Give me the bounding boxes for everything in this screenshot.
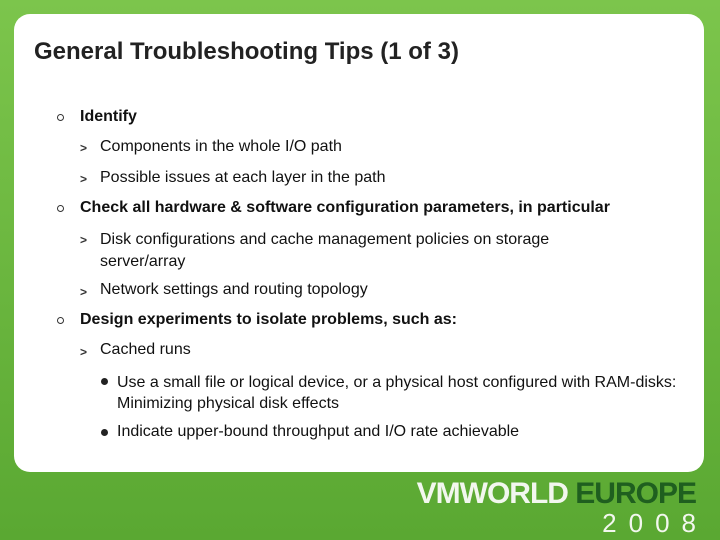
logo-vmworld-text: VMWORLD [416, 477, 568, 510]
sub-bullet-cached-runs: Cached runs [100, 341, 191, 358]
bullet-check-config: Check all hardware & software configuration parameters, in particular [80, 199, 610, 216]
arrow-bullet-icon: > [80, 285, 88, 299]
slide-title: General Troubleshooting Tips (1 of 3) [34, 38, 459, 65]
circle-bullet-icon [57, 114, 64, 121]
logo-year-text: 2008 [602, 508, 708, 538]
dot-bullet-icon [101, 429, 108, 436]
subsub-bullet-small-file: Use a small file or logical device, or a physical host configured with RAM-disks: Minimizing physical disk effects [117, 374, 677, 412]
circle-bullet-icon [57, 205, 64, 212]
dot-bullet-icon [101, 378, 108, 385]
sub-bullet-disk-config: Disk configurations and cache management policies on storage server/array [100, 231, 550, 270]
arrow-bullet-icon: > [80, 141, 88, 155]
subsub-bullet-upper-bound: Indicate upper-bound throughput and I/O rate achievable [117, 423, 520, 440]
sub-bullet-components: Components in the whole I/O path [100, 138, 342, 155]
arrow-bullet-icon: > [80, 172, 88, 186]
arrow-bullet-icon: > [80, 233, 88, 247]
sub-bullet-network: Network settings and routing topology [100, 281, 368, 298]
sub-bullet-possible-issues: Possible issues at each layer in the path [100, 169, 386, 186]
circle-bullet-icon [57, 317, 64, 324]
bullet-design-experiments: Design experiments to isolate problems, such as: [80, 311, 457, 328]
vmworld-europe-logo [416, 477, 708, 538]
logo-europe-text: EUROPE [575, 477, 696, 510]
bullet-identify: Identify [80, 108, 137, 125]
arrow-bullet-icon: > [80, 345, 88, 359]
